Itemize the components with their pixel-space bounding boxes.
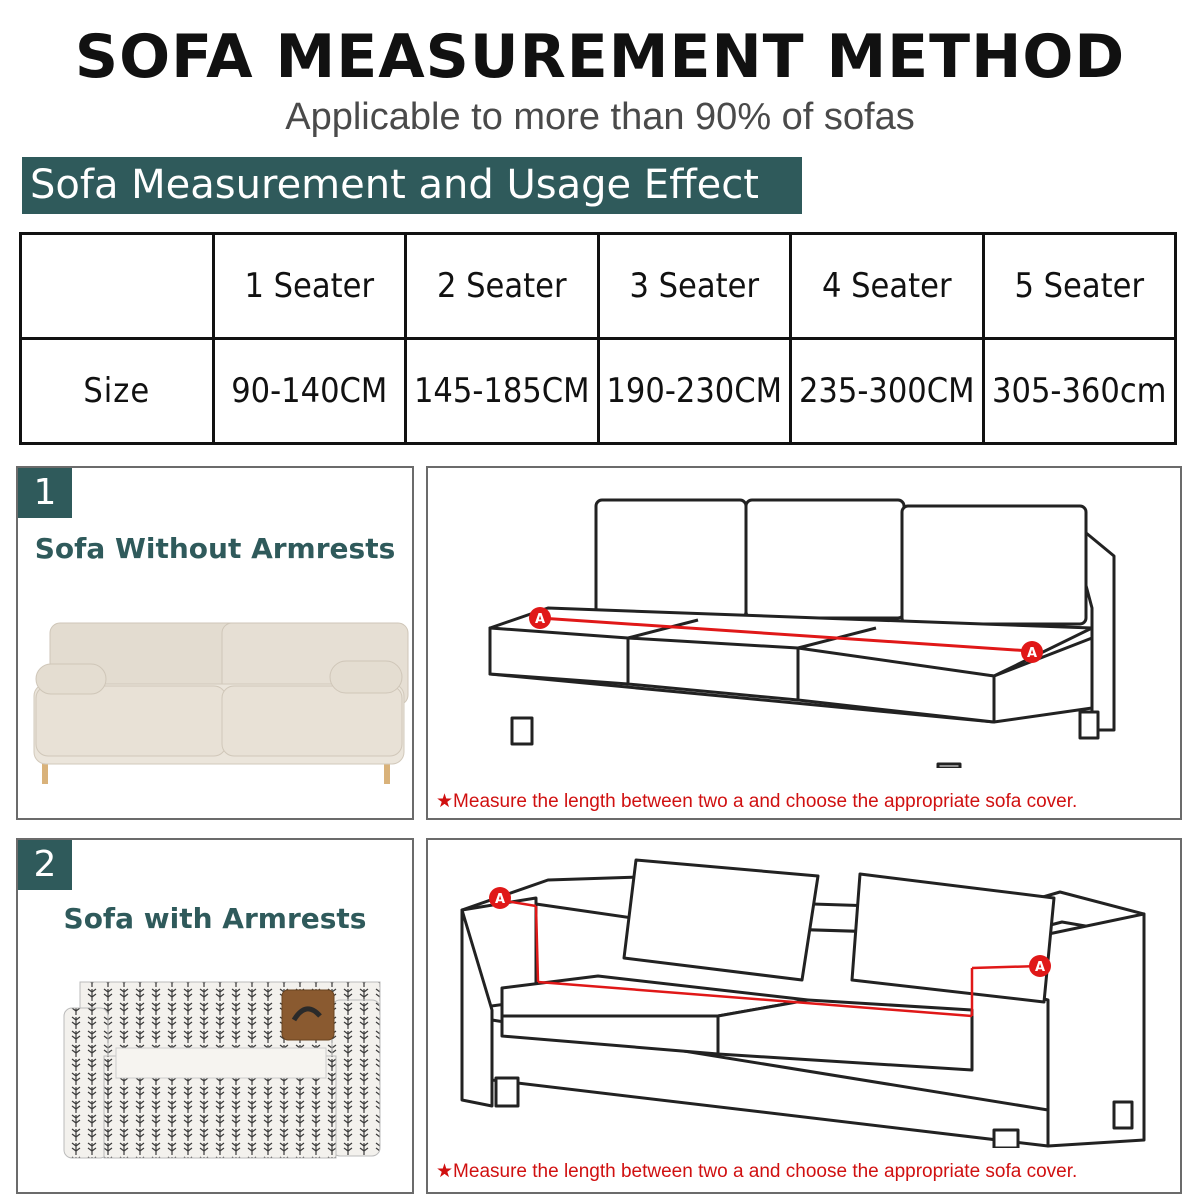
size-table-header-row [21,234,1176,339]
method-heading: Sofa Without Armrests [34,532,396,565]
method-heading: Sofa with Armrests [63,902,367,935]
method-1-photo-panel [16,466,414,820]
measurement-note: ★Measure the length between two a and choose the appropriate sofa cover. [436,791,1078,812]
red-star-icon: ★ [436,1161,454,1182]
red-star-icon: ★ [436,791,454,812]
column-header: 2 Seater [406,234,599,339]
sofa-with-armrests-photo [20,960,414,1190]
method-1-diagram-panel [426,466,1182,820]
sofa-without-armrests-photo [20,608,414,808]
marker-a-icon [1029,955,1051,977]
svg-text:A: A [1034,960,1046,975]
method-number-badge: 2 [18,840,72,890]
sofa-without-armrests-diagram [428,468,1180,768]
sofa-with-armrests-diagram [428,840,1180,1148]
size-cell: 305-360cm [983,339,1176,444]
measurement-note: ★Measure the length between two a and choose the appropriate sofa cover. [436,1161,1078,1182]
size-cell: 145-185CM [406,339,599,444]
size-cell: 190-230CM [598,339,791,444]
method-number-badge: 1 [18,468,72,518]
column-header: 1 Seater [213,234,406,339]
size-cell: 235-300CM [791,339,984,444]
page-subtitle: Applicable to more than 90% of sofas [285,96,915,138]
row-header: Size [21,339,214,444]
size-table [19,232,1177,445]
method-2-diagram-panel [426,838,1182,1194]
method-2-photo-panel [16,838,414,1194]
column-header: 3 Seater [598,234,791,339]
marker-a-icon [489,887,511,909]
svg-text:A: A [534,612,546,627]
svg-text:A: A [1026,646,1038,661]
section-banner: Sofa Measurement and Usage Effect [22,157,802,214]
marker-a-icon [1021,641,1043,663]
size-cell: 90-140CM [213,339,406,444]
svg-text:A: A [494,892,506,907]
page-title: SOFA MEASUREMENT METHOD [74,22,1126,92]
column-header: 5 Seater [983,234,1176,339]
column-header: 4 Seater [791,234,984,339]
marker-a-icon [529,607,551,629]
table-corner-cell [21,234,214,339]
size-table-value-row [21,339,1176,444]
